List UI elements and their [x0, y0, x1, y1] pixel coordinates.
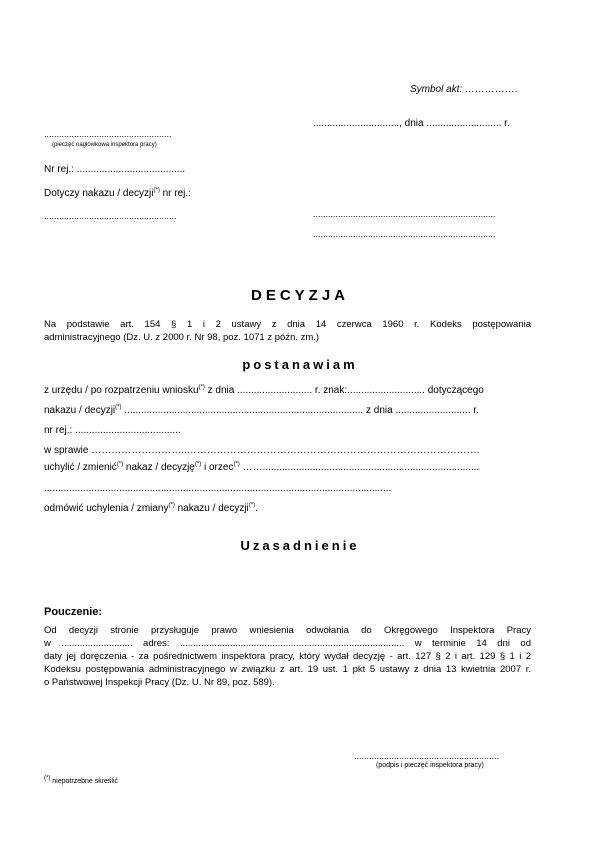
- body-line-1: [44, 385, 484, 397]
- body-line-5-c: i orzec: [201, 462, 234, 473]
- body-line-3: nr rej.: ......................................: [44, 425, 181, 436]
- dotyczy-suffix: nr rej.:: [159, 188, 191, 199]
- body-line-7: [44, 503, 258, 515]
- signature-dots: ..........................................................: [354, 751, 500, 761]
- pouczenie-line-4: Kodeksu postępowania administracyjnego w związku z art. 19 ust. 1 pkt 5 ustawy z dnia 13 kwietnia 2007 r.: [44, 664, 531, 675]
- body-line-2: [44, 405, 479, 417]
- body-line-5-a: uchylić / zmienić: [44, 462, 117, 473]
- body-line-2-a: nakazu / decyzji: [44, 405, 116, 416]
- address-line-1: .........................................................................: [313, 209, 496, 219]
- footnote-sup: (*): [44, 775, 51, 782]
- pouczenie-line-3: daty jej doręczenia - za pośrednictwem inspektora pracy, który wydał decyzję - art. 127 § 2 i art. 129 § 1 i 2: [44, 651, 531, 662]
- dotyczy-line: [44, 188, 191, 200]
- address-line-2: .........................................................................: [313, 229, 496, 239]
- body-line-7-sup-2: (*): [248, 502, 256, 509]
- decision-title: DECYZJA: [250, 287, 349, 304]
- legal-basis: [44, 318, 531, 344]
- legal-basis-line-1: Na podstawie art. 154 § 1 i 2 ustawy z dnia 14 czerwca 1960 r. Kodeks postępowania: [44, 319, 531, 330]
- nr-rej-line: Nr rej.: .......................................: [44, 164, 186, 175]
- body-line-2-sup: (*): [115, 404, 122, 411]
- body-line-5-sup-3: (*): [233, 461, 240, 468]
- stamp-dots: ...................................................: [44, 129, 172, 139]
- dotyczy-prefix: Dotyczy nakazu / decyzji: [44, 188, 154, 199]
- pouczenie-line-1: Od decyzji stronie przysługuje prawo wniesienia odwołania do Okręgowego Inspektora Pracy: [44, 625, 531, 636]
- body-line-1-sup: (*): [198, 384, 205, 391]
- dotyczy-sup: (*): [153, 187, 160, 194]
- body-line-5-sup-1: (*): [116, 461, 124, 468]
- left-dots-line: .....................................................: [44, 211, 177, 221]
- body-line-5: [44, 462, 479, 474]
- symbol-akt: Symbol akt: …………….: [410, 84, 518, 95]
- postanawiam-heading: postanawiam: [242, 357, 358, 372]
- body-line-5-d: ……..............................................................................: [239, 462, 480, 473]
- legal-basis-line-2: administracyjnego (Dz. U. z 2000 r. Nr 98, poz. 1071 z późn. zm.): [44, 332, 320, 343]
- stamp-caption: (pieczęć nagłówkowa inspektora pracy): [52, 142, 157, 148]
- place-date-line: ..............................., dnia ........................... r.: [313, 118, 510, 129]
- body-line-7-b: nakazu / decyzji: [174, 503, 249, 514]
- body-line-4: w sprawie ………………………..…………………………………………………………………………….: [44, 445, 480, 456]
- body-line-5-b: nakaz / decyzję: [123, 462, 195, 473]
- body-line-7-sup-1: (*): [168, 502, 175, 509]
- uzasadnienie-heading: Uzasadnienie: [240, 538, 360, 553]
- body-line-5-sup-2: (*): [194, 461, 202, 468]
- pouczenie-line-5: o Państwowej Inspekcji Pracy (Dz. U. Nr 89, poz. 589).: [44, 677, 275, 688]
- footnote: [44, 775, 119, 786]
- pouczenie-text: [44, 624, 531, 689]
- footnote-text: niepotrzebne skreślić: [50, 778, 119, 785]
- body-line-7-c: .: [255, 503, 258, 514]
- body-line-7-a: odmówić uchylenia / zmiany: [44, 503, 169, 514]
- body-line-6: .............................................................................................................................: [44, 483, 392, 494]
- body-line-1-a: z urzędu / po rozpatrzeniu wniosku: [44, 385, 199, 396]
- pouczenie-heading: Pouczenie:: [44, 606, 103, 618]
- signature-caption: (podpis i pieczęć inspektora pracy): [376, 762, 484, 769]
- body-line-1-b: z dnia ........................... r. znak:............................ dotyczącego: [204, 385, 484, 396]
- body-line-2-b: ...................................................................................... z dnia ........................... r.: [121, 405, 479, 416]
- pouczenie-line-2: w ........................... adres: ..................................................................................... w terminie 14 dni od: [44, 638, 531, 649]
